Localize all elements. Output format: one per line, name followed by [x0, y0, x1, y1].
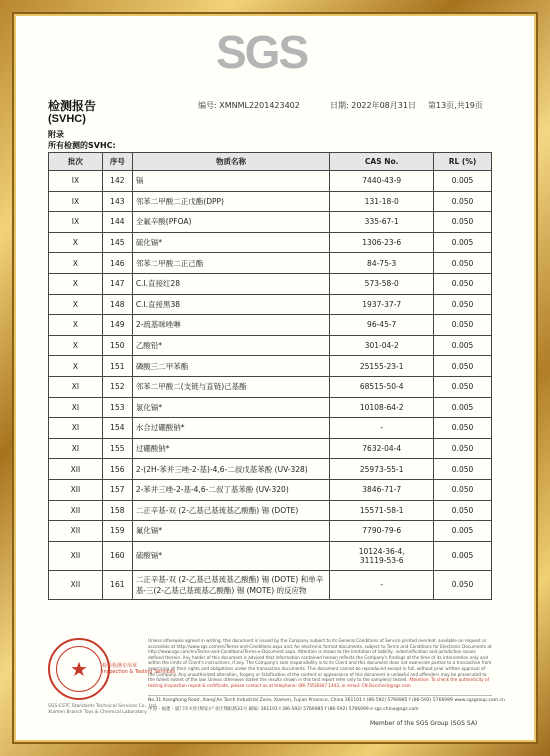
col-header-number: 序号	[102, 153, 132, 171]
cell-substance-name: 二正辛基-双 (2-乙基己基巯基乙酸酯) 锡 (DOTE) 和单辛基-三(2-乙基己基巯基乙酸酯) 锡 (MOTE) 的反应物	[132, 570, 330, 599]
svhc-heading: (SVHC)	[48, 113, 86, 125]
cell-batch: XII	[49, 479, 103, 500]
cell-cas-number: 84-75-3	[330, 253, 434, 274]
cell-reporting-limit: 0.005	[434, 541, 492, 570]
cell-substance-name: 氯化镉*	[132, 397, 330, 418]
table-row	[49, 273, 492, 294]
cell-number: 144	[102, 212, 132, 233]
cell-substance-name: 硫酸镉*	[132, 541, 330, 570]
cell-cas-number: 573-58-0	[330, 273, 434, 294]
cell-number: 159	[102, 521, 132, 542]
cell-reporting-limit: 0.005	[434, 521, 492, 542]
lab-name-line2: Xiamen Branch Toys & Chemical Laboratory	[48, 710, 147, 715]
cell-batch: X	[49, 273, 103, 294]
cell-number: 152	[102, 376, 132, 397]
cell-number: 157	[102, 479, 132, 500]
cell-cas-number: 25155-23-1	[330, 356, 434, 377]
cell-substance-name: 过硼酸钠*	[132, 438, 330, 459]
cell-batch: XI	[49, 376, 103, 397]
cell-substance-name: 2-巯基咪唑啉	[132, 315, 330, 336]
cell-cas-number: 1306-23-6	[330, 232, 434, 253]
fine-print-text: Unless otherwise agreed in writing, this document is issued by the Company subject to its General Conditions of Service printed overleaf, available on request or accessible at http://www.sgs.com/en/Terms-and-Conditions.aspx and, for electronic format documents, subject to Terms and Conditions for Electronic Documents at http://www.sgs.com/en/Terms-and-Conditions/Terms-e-Document.aspx. Attention is drawn to the limitation of liability, indemnification and jurisdiction issues defined therein. Any holder of this document is advised that information contained hereon reflects the Company's findings at the time of its intervention only and within the limits of Client's instructions, if any. The Company's sole responsibility is to its Client and this document does not exonerate parties to a transaction from exercising all their rights and obligations under the transaction documents. This document cannot be reproduced except in full, without prior written approval of the Company. Any unauthorized alteration, forgery or falsification of the content or appearance of this document is unlawful and offenders may be prosecuted to the fullest extent of the law. Unless otherwise stated the results shown in this test report refer only to the sample(s) tested.	[148, 638, 492, 683]
cell-reporting-limit: 0.050	[434, 191, 492, 212]
lab-name-line1: SGS-CSTC Standards Technical Services Co., Ltd.	[48, 704, 158, 709]
cell-reporting-limit: 0.050	[434, 570, 492, 599]
cell-cas-number: 25973-55-1	[330, 459, 434, 480]
col-header-substance: 物质名称	[132, 153, 330, 171]
table-row	[49, 376, 492, 397]
footer	[48, 638, 505, 728]
cell-number: 145	[102, 232, 132, 253]
cell-batch: X	[49, 253, 103, 274]
cell-number: 154	[102, 418, 132, 439]
cell-number: 149	[102, 315, 132, 336]
cell-substance-name: 邻苯二甲酸二正戊酯(DPP)	[132, 191, 330, 212]
cell-cas-number: 96-45-7	[330, 315, 434, 336]
cell-cas-number: -	[330, 570, 434, 599]
cell-reporting-limit: 0.050	[434, 479, 492, 500]
cell-number: 160	[102, 541, 132, 570]
cell-batch: IX	[49, 171, 103, 192]
cell-number: 158	[102, 500, 132, 521]
cell-cas-number: 131-18-0	[330, 191, 434, 212]
stamp-inner-ring	[56, 646, 102, 692]
tested-svhc-label: 所有检测的SVHC:	[48, 141, 116, 150]
terms-fine-print	[148, 638, 492, 688]
table-row	[49, 191, 492, 212]
cell-cas-number: 301-04-2	[330, 335, 434, 356]
cell-reporting-limit: 0.050	[434, 294, 492, 315]
cell-substance-name: 硫化镉*	[132, 232, 330, 253]
cell-batch: X	[49, 232, 103, 253]
authenticity-attention: Attention: To check the authenticity of testing /inspection report & certificate, please contact us at telephone: (86-755)8307 1443, or email: CN.Doccheck@sgs.com	[148, 677, 490, 688]
cell-batch: X	[49, 356, 103, 377]
table-row	[49, 294, 492, 315]
cell-reporting-limit: 0.050	[434, 418, 492, 439]
cell-number: 161	[102, 570, 132, 599]
cell-reporting-limit: 0.050	[434, 356, 492, 377]
table-row	[49, 479, 492, 500]
cell-batch: XII	[49, 570, 103, 599]
cell-substance-name: 邻苯二甲酸二正己酯	[132, 253, 330, 274]
col-header-cas: CAS No.	[330, 153, 434, 171]
cell-batch: X	[49, 335, 103, 356]
cell-batch: XII	[49, 521, 103, 542]
table-row	[49, 171, 492, 192]
cell-substance-name: 水合过硼酸钠*	[132, 418, 330, 439]
cell-substance-name: 乙酸铅*	[132, 335, 330, 356]
cell-cas-number: 7632-04-4	[330, 438, 434, 459]
sgs-logo: SGS	[216, 26, 308, 78]
cell-number: 153	[102, 397, 132, 418]
cell-substance-name: 邻苯二甲酸二(支链与直链)己基酯	[132, 376, 330, 397]
cell-number: 151	[102, 356, 132, 377]
cell-cas-number: 10124-36-4, 31119-53-6	[330, 541, 434, 570]
svhc-substance-table	[48, 152, 492, 600]
address-english: No.31 Xianghong Road, Xiang'An Torch Industrial Zone, Xiamen, Fujian Province, China 361101 t (86-592) 5766985 f (86-592) 5766999 www.sgsgroup.com.cn	[148, 698, 505, 703]
cell-reporting-limit: 0.050	[434, 253, 492, 274]
cell-number: 155	[102, 438, 132, 459]
cell-reporting-limit: 0.005	[434, 171, 492, 192]
table-row	[49, 438, 492, 459]
stamp-chinese-text: 检验检测专用章	[102, 663, 138, 669]
cell-cas-number: 1937-37-7	[330, 294, 434, 315]
table-row	[49, 356, 492, 377]
report-number: 编号: XMNML2201423402	[198, 101, 300, 110]
cell-reporting-limit: 0.050	[434, 315, 492, 336]
star-icon: ★	[70, 657, 88, 681]
table-row	[49, 418, 492, 439]
cell-batch: XII	[49, 541, 103, 570]
cell-cas-number: 68515-50-4	[330, 376, 434, 397]
footer-divider	[148, 695, 492, 696]
table-row	[49, 570, 492, 599]
cell-batch: X	[49, 294, 103, 315]
cell-cas-number: 7790-79-6	[330, 521, 434, 542]
table-row	[49, 459, 492, 480]
table-row	[49, 521, 492, 542]
table-row	[49, 397, 492, 418]
cell-substance-name: 2-(2H-苯并三唑-2-基)-4,6-二叔戊基苯酚 (UV-328)	[132, 459, 330, 480]
table-header-row	[49, 153, 492, 171]
cell-substance-name: 磷酸三二甲苯酯	[132, 356, 330, 377]
cell-batch: X	[49, 315, 103, 336]
cell-batch: IX	[49, 191, 103, 212]
cell-substance-name: C.I.直接红28	[132, 273, 330, 294]
table-row	[49, 315, 492, 336]
cell-reporting-limit: 0.050	[434, 459, 492, 480]
cell-number: 146	[102, 253, 132, 274]
cell-reporting-limit: 0.050	[434, 212, 492, 233]
cell-batch: XI	[49, 438, 103, 459]
cell-batch: IX	[49, 212, 103, 233]
cell-number: 148	[102, 294, 132, 315]
stamp-english-text: Inspection & Testing Services	[102, 669, 176, 675]
col-header-batch: 批次	[49, 153, 103, 171]
cell-number: 147	[102, 273, 132, 294]
cell-reporting-limit: 0.050	[434, 500, 492, 521]
report-title: 检测报告	[48, 99, 97, 113]
table-row	[49, 212, 492, 233]
table-row	[49, 500, 492, 521]
cell-reporting-limit: 0.050	[434, 438, 492, 459]
cell-substance-name: 二正辛基-双 (2-乙基己基巯基乙酸酯) 锡 (DOTE)	[132, 500, 330, 521]
table-row	[49, 253, 492, 274]
cell-batch: XI	[49, 397, 103, 418]
cell-batch: XII	[49, 500, 103, 521]
cell-batch: XI	[49, 418, 103, 439]
cell-number: 142	[102, 171, 132, 192]
cell-reporting-limit: 0.005	[434, 397, 492, 418]
inspection-stamp	[48, 638, 110, 700]
table-row	[49, 232, 492, 253]
cell-cas-number: 3846-71-7	[330, 479, 434, 500]
cell-cas-number: 335-67-1	[330, 212, 434, 233]
cell-cas-number: -	[330, 418, 434, 439]
cell-substance-name: 2-苯并三唑-2-基-4,6-二叔丁基苯酚 (UV-320)	[132, 479, 330, 500]
cell-cas-number: 7440-43-9	[330, 171, 434, 192]
table-row	[49, 541, 492, 570]
cell-substance-name: 全氟辛酸(PFOA)	[132, 212, 330, 233]
cell-substance-name: C.I.直接黑38	[132, 294, 330, 315]
cell-cas-number: 10108-64-2	[330, 397, 434, 418]
cell-reporting-limit: 0.005	[434, 232, 492, 253]
page-indicator: 第13页,共19页	[428, 101, 483, 110]
col-header-rl: RL (%)	[434, 153, 492, 171]
cell-batch: XII	[49, 459, 103, 480]
cell-reporting-limit: 0.050	[434, 376, 492, 397]
cell-substance-name: 镉	[132, 171, 330, 192]
sgs-group-membership: Member of the SGS Group (SGS SA)	[370, 720, 478, 727]
cell-reporting-limit: 0.050	[434, 273, 492, 294]
cell-number: 150	[102, 335, 132, 356]
cell-number: 143	[102, 191, 132, 212]
cell-substance-name: 氟化镉*	[132, 521, 330, 542]
address-chinese: 中国・福建・厦门市火炬(翔安)产业区翔虹路31号 邮编: 361101 t (86-592) 5766985 f (86-592) 5766999 e sgs.china@sgs.com	[148, 707, 419, 712]
cell-cas-number: 15571-58-1	[330, 500, 434, 521]
table-row	[49, 335, 492, 356]
report-date: 日期: 2022年08月31日	[330, 101, 416, 110]
cell-reporting-limit: 0.005	[434, 335, 492, 356]
cell-number: 156	[102, 459, 132, 480]
appendix-label: 附录	[48, 130, 64, 139]
